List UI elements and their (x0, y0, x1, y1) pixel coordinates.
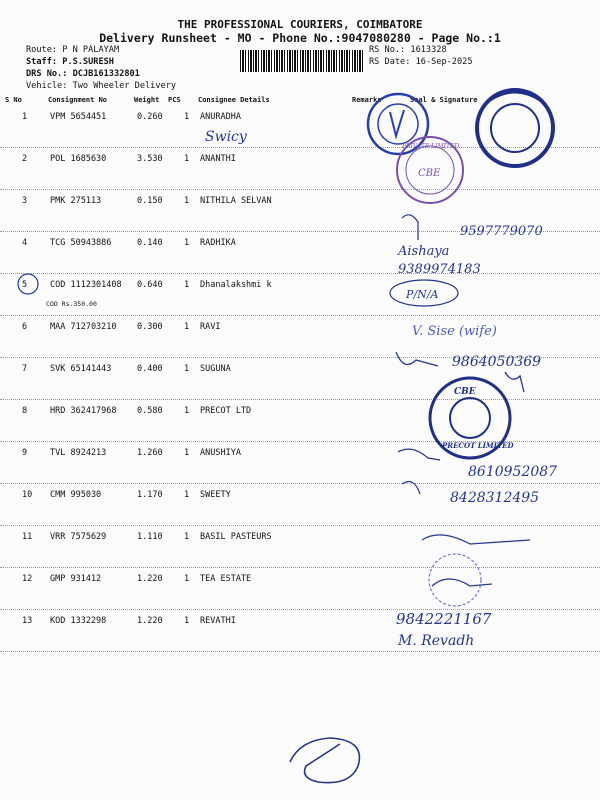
row-weight: 0.640 (137, 280, 163, 290)
row-weight: 0.260 (137, 112, 163, 122)
row-consignee: ANUSHIYA (200, 448, 241, 458)
row-consignee: PRECOT LTD (200, 406, 252, 416)
row-consignee: RADHIKA (200, 238, 236, 248)
bottom-signature (290, 738, 359, 783)
table-row (0, 147, 600, 190)
row-consignee: NITHILA SELVAN (200, 196, 272, 206)
row-sno: 3 (22, 196, 28, 206)
row-pcs: 1 (184, 406, 190, 416)
table-row (0, 189, 600, 232)
row-consignee: ANANTHI (200, 154, 236, 164)
row-consignment: MAA 712703210 (50, 322, 117, 332)
row-consignment: TCG 50943886 (50, 238, 112, 248)
row-pcs: 1 (184, 532, 190, 542)
col-seal: Seal & Signature (410, 96, 478, 104)
handwritten-note: V. Sise (wife) (412, 324, 497, 339)
handwritten-name: M. Revadh (398, 633, 475, 649)
row-weight: 3.530 (137, 154, 163, 164)
row-pcs: 1 (184, 490, 190, 500)
vehicle-line: Vehicle: Two Wheeler Delivery (26, 81, 177, 91)
col-remarks: Remarks (352, 96, 382, 104)
row-sno: 5 (22, 280, 28, 290)
row-weight: 1.110 (137, 532, 163, 542)
row-consignment: KOD 1332298 (50, 616, 107, 626)
row-pcs: 1 (184, 196, 190, 206)
row-consignment: VPM 5654451 (50, 112, 107, 122)
rs-no-value: 1613328 (410, 45, 447, 55)
row-sno: 11 (22, 532, 33, 542)
route-value: P N PALAYAM (62, 45, 120, 55)
row-consignee: TEA ESTATE (200, 574, 252, 584)
handwritten-phone: 8610952087 (468, 464, 558, 480)
handwritten-phone: 8428312495 (450, 490, 540, 506)
row-consignment: HRD 362417968 (50, 406, 117, 416)
row-consignee: ANURADHA (200, 112, 241, 122)
row-weight: 0.400 (137, 364, 163, 374)
col-consignee: Consignee Details (198, 96, 270, 104)
handwritten-phone: 9842221167 (396, 610, 492, 628)
table-row (0, 231, 600, 274)
table-row (0, 609, 600, 652)
row-sno: 1 (22, 112, 28, 122)
company-title: THE PROFESSIONAL COURIERS, COIMBATORE (177, 18, 423, 31)
row-consignment: GMP 931412 (50, 574, 102, 584)
row-pcs: 1 (184, 448, 190, 458)
row-weight: 0.580 (137, 406, 163, 416)
stamp-text: CBE (454, 387, 476, 397)
table-row (0, 483, 600, 526)
row-pcs: 1 (184, 280, 190, 290)
row-sno: 10 (22, 490, 33, 500)
row-sno: 2 (22, 154, 28, 164)
row-sno: 4 (22, 238, 28, 248)
rs-date-label: RS Date: (369, 57, 411, 67)
staff-line (26, 57, 114, 68)
row-pcs: 1 (184, 616, 190, 626)
row-pcs: 1 (184, 322, 190, 332)
runsheet-subtitle: Delivery Runsheet - MO - Phone No.:9047080280 - Page No.:1 (99, 31, 501, 45)
row-weight: 0.150 (137, 196, 163, 206)
route-label: Route: (26, 45, 58, 55)
row-weight: 1.220 (137, 574, 163, 584)
col-pcs: PCS (168, 96, 181, 104)
handwritten-phone: 9597779070 (460, 224, 543, 239)
row-weight: 0.300 (137, 322, 163, 332)
row-weight: 1.170 (137, 490, 163, 500)
row-consignment: SVK 65141443 (50, 364, 112, 374)
staff-label: Staff: (26, 57, 58, 67)
col-consignment: Consignment No (48, 96, 108, 104)
signature-text: Swicy (205, 129, 247, 145)
row-consignment: COD 1112301408 (50, 280, 122, 290)
handwritten-status: P/N/A (406, 288, 439, 301)
rs-date-value: 16-Sep-2025 (415, 57, 473, 67)
row-sno: 12 (22, 574, 33, 584)
row-pcs: 1 (184, 154, 190, 164)
row-consignment: CMM 995030 (50, 490, 102, 500)
row-pcs: 1 (184, 112, 190, 122)
stamp-text: PRECOT LIMITED (442, 441, 514, 450)
rs-date-line (369, 57, 473, 68)
row-consignee: SUGUNA (200, 364, 231, 374)
handwritten-phone: 9864050369 (452, 354, 542, 370)
handwritten-name: Aishaya (398, 244, 450, 259)
row-pcs: 1 (184, 574, 190, 584)
row-weight: 1.220 (137, 616, 163, 626)
row-consignee: Dhanalakshmi k (200, 280, 272, 290)
col-sno: S No (5, 96, 22, 104)
row-consignment: TVL 8924213 (50, 448, 107, 458)
staff-value: P.S.SURESH (62, 57, 114, 67)
table-row (0, 399, 600, 442)
table-row (0, 315, 600, 358)
row-sno: 9 (22, 448, 28, 458)
drs-value: DCJB161332801 (72, 69, 140, 79)
row-consignment: POL 1685630 (50, 154, 107, 164)
table-row (0, 357, 600, 400)
rs-no-label: RS No.: (369, 45, 406, 55)
row-consignee: REVATHI (200, 616, 236, 626)
col-weight: Weight (134, 96, 160, 104)
row-pcs: 1 (184, 238, 190, 248)
route-line (26, 45, 119, 56)
row-consignment: PMK 275113 (50, 196, 102, 206)
row-consignment: VRR 7575629 (50, 532, 107, 542)
row-consignee: BASIL PASTEURS (200, 532, 272, 542)
drs-line (26, 69, 140, 80)
row-consignee: SWEETY (200, 490, 231, 500)
stamp-text: CBE (418, 168, 441, 179)
table-row (0, 105, 600, 148)
rs-no-line (369, 45, 447, 56)
row-weight: 0.140 (137, 238, 163, 248)
table-row (0, 441, 600, 484)
table-row (0, 567, 600, 610)
drs-label: DRS No.: (26, 69, 68, 79)
table-row (0, 525, 600, 568)
barcode (240, 50, 364, 72)
row-consignee: RAVI (200, 322, 221, 332)
row-sno: 6 (22, 322, 28, 332)
row-cod-amount: COD Rs.350.00 (46, 300, 97, 308)
row-sno: 8 (22, 406, 28, 416)
handwritten-phone: 9389974183 (398, 262, 481, 277)
row-pcs: 1 (184, 364, 190, 374)
table-row (0, 273, 600, 316)
row-weight: 1.260 (137, 448, 163, 458)
row-sno: 13 (22, 616, 33, 626)
row-sno: 7 (22, 364, 28, 374)
stamp-text: PRIVATE LIMITED (402, 143, 460, 150)
